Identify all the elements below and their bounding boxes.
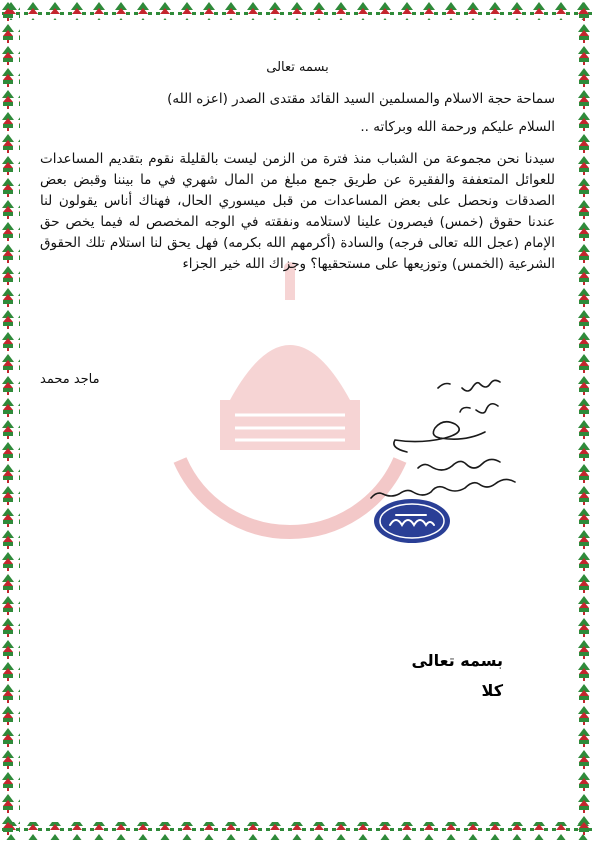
- signer-name: ماجد محمد: [40, 372, 100, 387]
- greeting-line: السلام عليكم ورحمة الله وبركاته ..: [360, 119, 555, 135]
- question-paragraph: سيدنا نحن مجموعة من الشباب منذ فترة من الزمن ليست بالقليلة نقوم بتقديم المساعدات للعوائل المتعففة والفقيرة عن طريق جمع مبلغ من المال شهري في ما بيننا وقبض بعض الصدقات ونحصل على بعض المساعدات من قبل ميسوري الحال، فهناك أناس يقولون لنا عندنا حقوق (خمس) فيصرون علينا لاستلامه ونفقته في الوجه المخصص له فيما يخص حق الإمام (عجل الله تعالى فرجه) والسادة (أكرمهم الله بكرمه) فهل يحق لنا استلام تلك الحقوق الشرعية (الخمس) وتوزيعها على مستحقيها؟ وجزاك الله خير الجزاء: [40, 151, 555, 272]
- reply-answer: كلا: [481, 681, 503, 700]
- addressee-line: سماحة حجة الاسلام والمسلمين السيد القائد مقتدى الصدر (اعزه الله): [167, 91, 555, 107]
- reply-block: [411, 646, 503, 706]
- letter-body: [40, 60, 555, 275]
- seal-stamp: [372, 497, 452, 545]
- reply-heading: بسمه تعالى: [411, 651, 503, 670]
- letter-heading: بسمه تعالى: [266, 60, 329, 75]
